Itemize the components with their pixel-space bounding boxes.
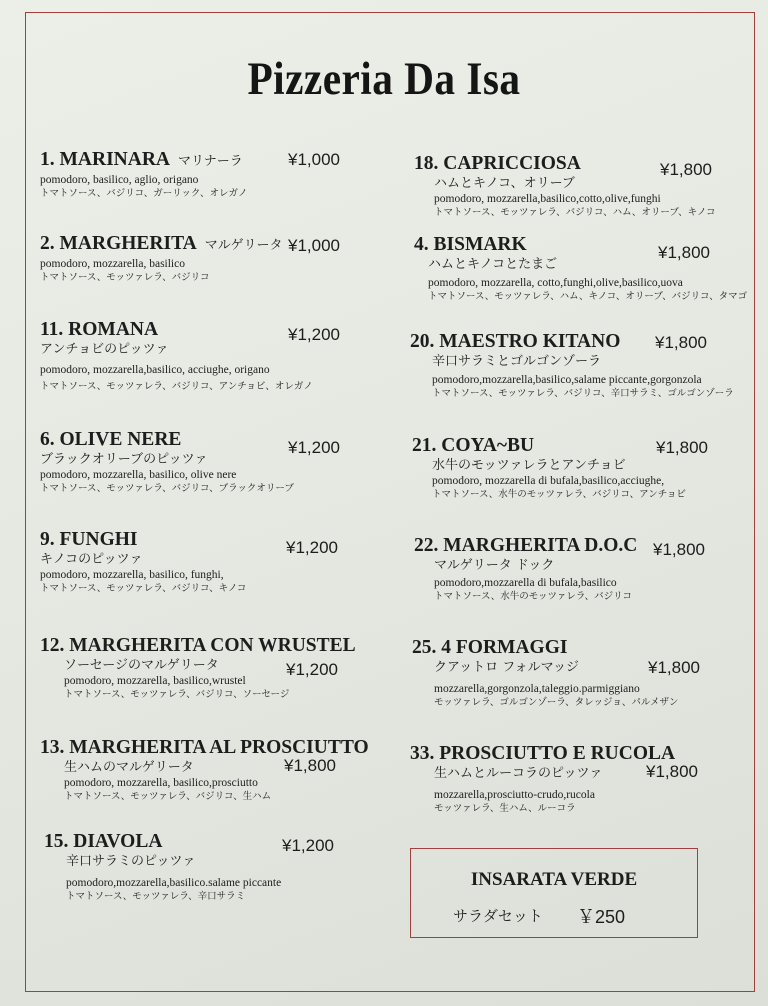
item-price: ¥1,800 bbox=[658, 243, 710, 262]
item-price: ¥1,200 bbox=[288, 325, 340, 344]
item-ingredients-jp: トマトソース、水牛のモッツァレラ、バジリコ、アンチョビ bbox=[432, 489, 686, 500]
item-name: 18. CAPRICCIOSA bbox=[414, 153, 581, 174]
item-ingredients-jp: トマトソース、モッツァレラ、バジリコ、アンチョビ、オレガノ bbox=[40, 381, 313, 392]
menu-item-marinara bbox=[40, 148, 247, 200]
item-name: 11. ROMANA bbox=[40, 319, 159, 340]
item-ingredients: pomodoro, mozzarella, basilico, funghi, bbox=[40, 569, 224, 581]
item-ingredients: pomodoro,mozzarella di bufala,basilico bbox=[434, 577, 617, 589]
salad-price: ￥250 bbox=[577, 907, 626, 927]
item-price: ¥1,800 bbox=[284, 756, 336, 775]
item-name-jp: マルゲリータ ドック bbox=[434, 558, 555, 573]
item-price: ¥1,000 bbox=[288, 236, 340, 255]
item-price: ¥1,800 bbox=[656, 438, 708, 457]
item-ingredients-jp: トマトソース、モッツァレラ、バジリコ bbox=[40, 272, 210, 283]
item-name: 4. BISMARK bbox=[414, 234, 527, 255]
restaurant-title: Pizzeria Da Isa bbox=[247, 53, 521, 105]
item-price: ¥1,200 bbox=[288, 438, 340, 457]
item-ingredients-jp: トマトソース、モッツァレラ、ハム、キノコ、オリーブ、バジリコ、タマゴ bbox=[428, 291, 748, 302]
item-name-jp: 辛口サラミとゴルゴンゾーラ bbox=[432, 354, 602, 369]
item-name: 2. MARGHERITA マルゲリータ bbox=[40, 233, 283, 254]
salad-box bbox=[410, 848, 698, 938]
item-ingredients-jp: モッツァレラ、ゴルゴンゾーラ、タレッジョ、パルメザン bbox=[434, 697, 679, 708]
item-ingredients: pomodoro, mozzarella, basilico,prosciutto bbox=[64, 777, 258, 789]
item-ingredients: pomodoro, mozzarella,basilico,cotto,olive,funghi bbox=[434, 193, 661, 205]
item-name: 15. DIAVOLA bbox=[44, 831, 163, 852]
menu-item-coya-bu bbox=[412, 434, 686, 501]
item-price: ¥1,200 bbox=[282, 836, 334, 855]
item-name-jp: キノコのピッツァ bbox=[40, 552, 143, 567]
item-name-jp: ハムとキノコ、オリーブ bbox=[434, 176, 575, 191]
item-ingredients-jp: トマトソース、水牛のモッツァレラ、バジリコ bbox=[434, 591, 632, 602]
item-price: ¥1,800 bbox=[646, 762, 698, 781]
item-ingredients-jp: トマトソース、モッツァレラ、辛口サラミ bbox=[66, 891, 246, 902]
item-ingredients-jp: トマトソース、モッツァレラ、バジリコ、キノコ bbox=[40, 583, 247, 594]
item-ingredients: pomodoro, mozzarella, basilico, olive nere bbox=[40, 469, 237, 481]
menu-item-margherita bbox=[40, 232, 282, 284]
menu-item-diavola bbox=[44, 830, 281, 903]
item-ingredients: pomodoro, mozzarella,basilico, acciughe, origano bbox=[40, 364, 270, 376]
item-ingredients-jp: モッツァレラ、生ハム、ルーコラ bbox=[434, 803, 576, 814]
item-price: ¥1,800 bbox=[648, 658, 700, 677]
menu-item-margherita-doc bbox=[414, 534, 637, 603]
item-name-jp: マルゲリータ bbox=[204, 238, 283, 253]
item-ingredients-jp: トマトソース、モッツァレラ、バジリコ、生ハム bbox=[64, 791, 272, 802]
item-ingredients: pomodoro,mozzarella,basilico.salame piccante bbox=[66, 877, 282, 889]
item-name: 20. MAESTRO KITANO bbox=[410, 331, 621, 352]
item-name-jp: 生ハムのマルゲリータ bbox=[64, 760, 194, 775]
item-name: 1. MARINARA マリナーラ bbox=[40, 149, 243, 170]
item-name-jp: ソーセージのマルゲリータ bbox=[64, 658, 219, 673]
item-name-jp: マリナーラ bbox=[178, 154, 243, 169]
item-price: ¥1,200 bbox=[286, 660, 338, 679]
item-price: ¥1,000 bbox=[288, 150, 340, 169]
item-ingredients: pomodoro, mozzarella, cotto,funghi,olive,basilico,uova bbox=[428, 277, 683, 289]
item-ingredients: pomodoro, mozzarella di bufala,basilico,acciughe, bbox=[432, 475, 665, 487]
item-name: 21. COYA~BU bbox=[412, 435, 535, 456]
item-ingredients: mozzarella,prosciutto-crudo,rucola bbox=[434, 789, 595, 801]
menu-item-romana bbox=[40, 318, 313, 393]
item-price: ¥1,800 bbox=[653, 540, 705, 559]
item-ingredients-jp: トマトソース、バジリコ、ガーリック、オレガノ bbox=[40, 188, 248, 199]
item-name: 6. OLIVE NERE bbox=[40, 429, 182, 450]
item-name-jp: クアットロ フォルマッジ bbox=[434, 660, 580, 675]
item-ingredients: pomodoro, mozzarella, basilico bbox=[40, 258, 185, 270]
item-name: 13. MARGHERITA AL PROSCIUTTO bbox=[40, 737, 369, 758]
item-price: ¥1,800 bbox=[660, 160, 712, 179]
item-name-jp: 生ハムとルーコラのピッツァ bbox=[434, 766, 603, 781]
item-name: 12. MARGHERITA CON WRUSTEL bbox=[40, 635, 356, 656]
item-ingredients: mozzarella,gorgonzola,taleggio.parmiggiano bbox=[434, 683, 640, 695]
item-name: 33. PROSCIUTTO E RUCOLA bbox=[410, 743, 676, 764]
item-ingredients-jp: トマトソース、モッツァレラ、バジリコ、ソーセージ bbox=[64, 689, 290, 700]
item-name-jp: ハムとキノコとたまご bbox=[428, 257, 558, 272]
item-ingredients: pomodoro, mozzarella, basilico,wrustel bbox=[64, 675, 246, 687]
item-ingredients: pomodoro, basilico, aglio, origano bbox=[40, 174, 199, 186]
menu-item-olive-nere bbox=[40, 428, 294, 495]
menu-item-4-formaggi bbox=[412, 636, 678, 709]
menu-item-funghi bbox=[40, 528, 246, 595]
item-name: 25. 4 FORMAGGI bbox=[412, 637, 568, 658]
item-ingredients-jp: トマトソース、モッツァレラ、バジリコ、辛口サラミ、ゴルゴンゾーラ bbox=[432, 388, 734, 399]
item-name-jp: 辛口サラミのピッツァ bbox=[66, 854, 196, 869]
item-name: 22. MARGHERITA D.O.C bbox=[414, 535, 638, 556]
item-name: 9. FUNGHI bbox=[40, 529, 138, 550]
salad-subtitle: サラダセット bbox=[453, 907, 543, 925]
item-ingredients-jp: トマトソース、モッツァレラ、バジリコ、ブラックオリーブ bbox=[40, 483, 294, 494]
item-name-jp: ブラックオリーブのピッツァ bbox=[40, 452, 208, 467]
salad-title: INSARATA VERDE bbox=[470, 869, 638, 890]
item-ingredients-jp: トマトソース、モッツァレラ、バジリコ、ハム、オリーブ、キノコ bbox=[434, 207, 716, 218]
item-name-jp: 水牛のモッツァレラとアンチョビ bbox=[432, 458, 626, 473]
item-name-jp: アンチョビのピッツァ bbox=[40, 342, 169, 357]
item-price: ¥1,200 bbox=[286, 538, 338, 557]
item-ingredients: pomodoro,mozzarella,basilico,salame piccante,gorgonzola bbox=[432, 374, 702, 386]
item-price: ¥1,800 bbox=[655, 333, 707, 352]
menu-item-prosciutto-e-rucola bbox=[410, 742, 675, 815]
